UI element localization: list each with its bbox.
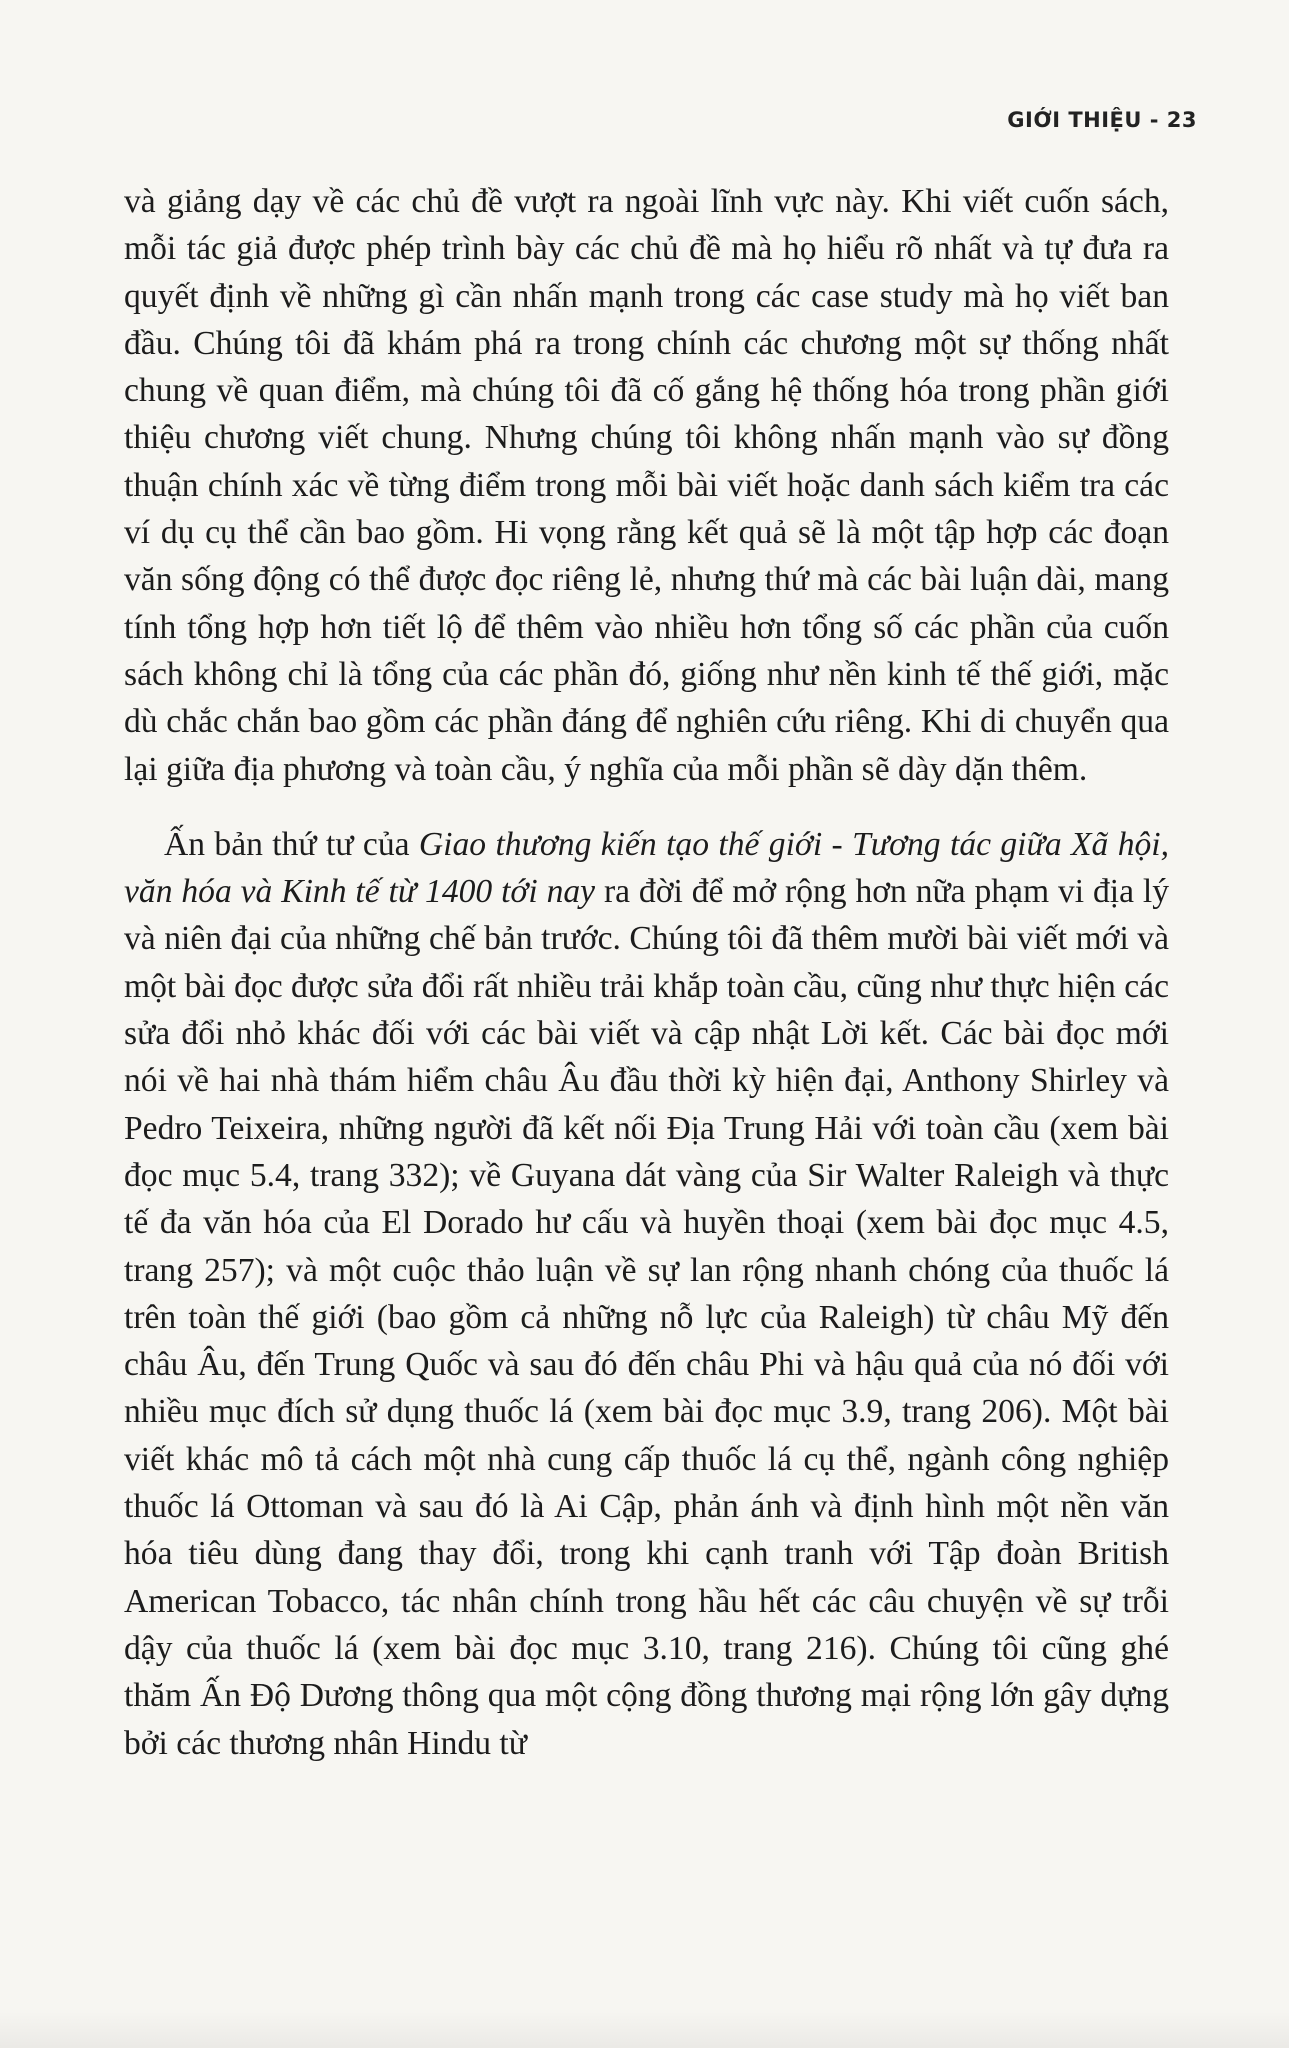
paragraph-continuation: và giảng dạy về các chủ đề vượt ra ngoài lĩnh vực này. Khi viết cuốn sách, mỗi tác giả được phép trình bày các chủ đề mà họ hiểu rõ nhất và tự đưa ra quyết định về những gì cần nhấn mạnh trong các case study mà họ viết ban đầu. Chúng tôi đã khám phá ra trong chính các chương một sự thống nhất chung về quan điểm, mà chúng tôi đã cố gắng hệ thống hóa trong phần giới thiệu chương viết chung. Nhưng chúng tôi không nhấn mạnh vào sự đồng thuận chính xác về từng điểm trong mỗi bài viết hoặc danh sách kiểm tra các ví dụ cụ thể cần bao gồm. Hi vọng rằng kết quả sẽ là một tập hợp các đoạn văn sống động có thể được đọc riêng lẻ, nhưng thứ mà các bài luận dài, mang tính tổng hợp hơn tiết lộ để thêm vào nhiều hơn tổng số các phần của cuốn sách không chỉ là tổng của các phần đó, giống như nền kinh tế thế giới, mặc dù chắc chắn bao gồm các phần đáng để nghiên cứu riêng. Khi di chuyển qua lại giữa địa phương và toàn cầu, ý nghĩa của mỗi phần sẽ dày dặn thêm. <box>124 183 1169 788</box>
book-title-italic: Giao thương kiến tạo thế giới - Tương tác giữa Xã hội, văn hóa và Kinh tế từ 1400 tới nay <box>124 825 1169 911</box>
running-header: GIỚI THIỆU - 23 <box>1007 108 1197 132</box>
page-bottom-shadow <box>0 2008 1289 2048</box>
body-text <box>124 178 1169 1767</box>
paragraph-body-text: ra đời để mở rộng hơn nữa phạm vi địa lý và niên đại của những chế bản trước. Chúng tôi đã thêm mười bài viết mới và một bài đọc được sửa đổi rất nhiều trải khắp toàn cầu, cũng như thực hiện các sửa đổi nhỏ khác đối với các bài viết và cập nhật Lời kết. Các bài đọc mới nói về hai nhà thám hiểm châu Âu đầu thời kỳ hiện đại, Anthony Shirley và Pedro Teixeira, những người đã kết nối Địa Trung Hải với toàn cầu (xem bài đọc mục 5.4, trang 332); về Guyana dát vàng của Sir Walter Raleigh và thực tế đa văn hóa của El Dorado hư cấu và huyền thoại (xem bài đọc mục 4.5, trang 257); và một cuộc thảo luận về sự lan rộng nhanh chóng của thuốc lá trên toàn thế giới (bao gồm cả những nỗ lực của Raleigh) từ châu Mỹ đến châu Âu, đến Trung Quốc và sau đó đến châu Phi và hậu quả của nó đối với nhiều mục đích sử dụng thuốc lá (xem bài đọc mục 3.9, trang 206). Một bài viết khác mô tả cách một nhà cung cấp thuốc lá cụ thể, ngành công nghiệp thuốc lá Ottoman và sau đó là Ai Cập, phản ánh và định hình một nền văn hóa tiêu dùng đang thay đổi, trong khi cạnh tranh với Tập đoàn British American Tobacco, tác nhân chính trong hầu hết các câu chuyện về sự trỗi dậy của thuốc lá (xem bài đọc mục 3.10, trang 216). Chúng tôi cũng ghé thăm Ấn Độ Dương thông qua một cộng đồng thương mại rộng lớn gây dựng bởi các thương nhân Hindu từ <box>124 873 1169 1762</box>
paragraph-fourth-edition <box>124 821 1169 1767</box>
paragraph-lead-text: Ấn bản thứ tư của <box>164 825 419 863</box>
